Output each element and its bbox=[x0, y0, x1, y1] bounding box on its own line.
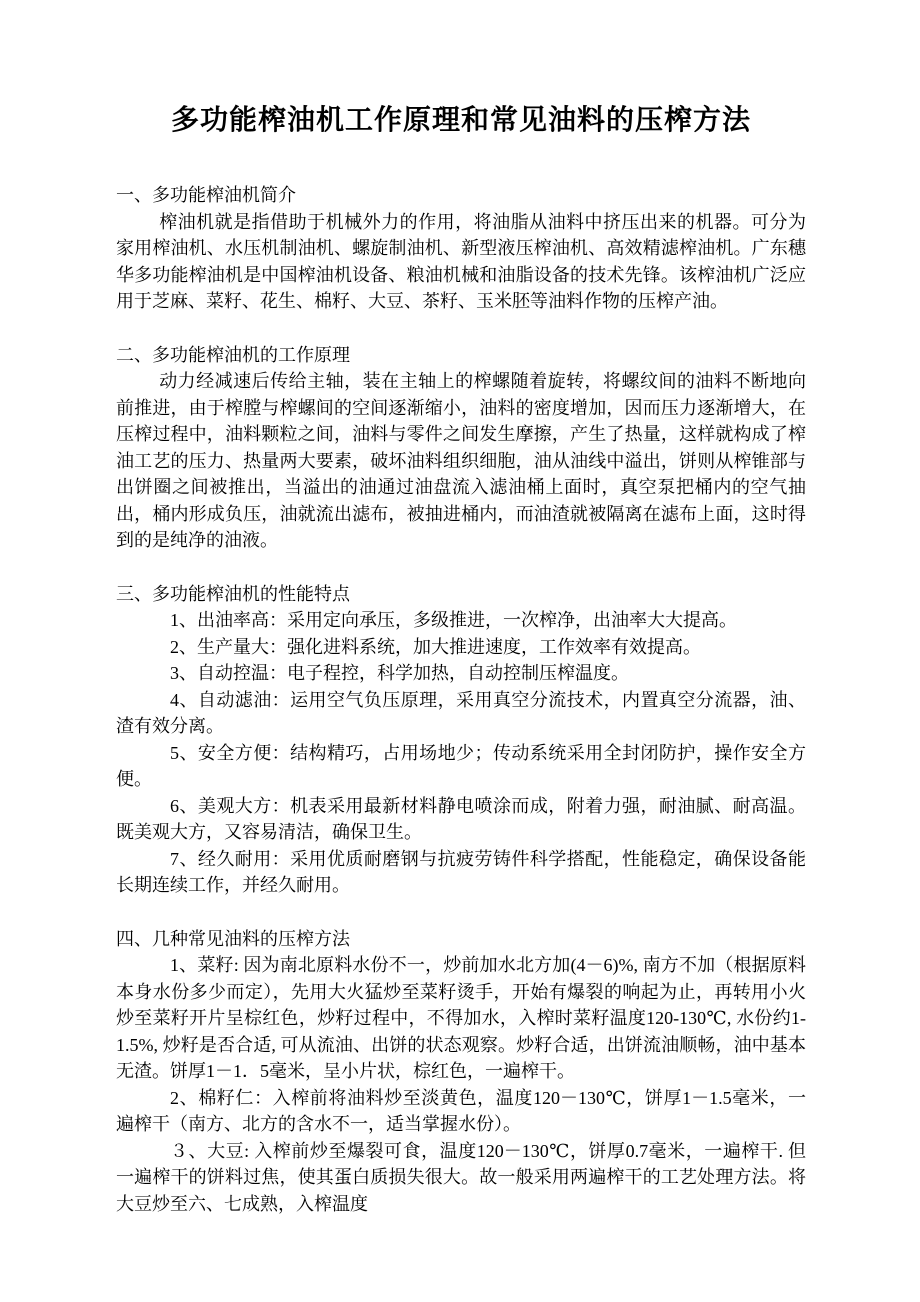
feature-item-2: 2、生产量大：强化进料系统，加大推进速度，工作效率有效提高。 bbox=[170, 636, 701, 657]
section-heading-3: 三、多功能榨油机的性能特点 bbox=[116, 583, 350, 604]
section-introduction bbox=[116, 182, 806, 315]
working-principle-paragraph: 动力经减速后传给主轴，装在主轴上的榨螺随着旋转，将螺纹间的油料不断地向前推进，由于榨膛与榨螺间的空间逐渐缩小，油料的密度增加，因而压力逐渐增大，在压榨过程中，油料颗粒之间，油料与零件之间发生摩擦，产生了热量，这样就构成了榨油工艺的压力、热量两大要素，破坏油料组织细胞，油从油线中溢出，饼则从榨锥部与出饼圈之间被推出，当溢出的油通过油盘流入滤油桶上面时，真空泵把桶内的空气抽出，桶内形成负压，油就流出滤布，被抽进桶内，而油渣就被隔离在滤布上面，这时得到的是纯净的油液。 bbox=[116, 371, 806, 550]
feature-item-1: 1、出油率高：采用定向承压，多级推进，一次榨净，出油率大大提高。 bbox=[170, 610, 737, 630]
section-heading-1: 一、多功能榨油机简介 bbox=[116, 185, 296, 205]
method-item-rapeseed: 1、菜籽: 因为南北原料水份不一，炒前加水北方加(4－6)%, 南方不加（根据原料本身水份多少而定），先用大火猛炒至菜籽烫手，开始有爆裂的响起为止，再转用小火炒至菜籽开片呈棕红色，炒籽过程中，不得加水，入榨时菜籽温度120-130℃, 水份约1-1.5%, 炒籽是否合适, 可从流油、出饼的状态观察。炒籽合适，出饼流油顺畅，油中基本无渣。饼厚1－1．5毫米，呈小片状，棕红色，一遍榨干。 bbox=[116, 955, 806, 1081]
section-performance-features bbox=[116, 581, 806, 899]
feature-item-6: 6、美观大方：机表采用最新材料静电喷涂而成，附着力强，耐油腻、耐高温。既美观大方，又容易清洁，确保卫生。 bbox=[116, 795, 806, 842]
section-working-principle bbox=[116, 342, 806, 554]
section-pressing-methods bbox=[116, 926, 806, 1218]
method-item-soybean: ３、大豆: 入榨前炒至爆裂可食，温度120－130℃，饼厚0.7毫米，一遍榨干. 但一遍榨干的饼料过焦，使其蛋白质损失很大。故一般采用两遍榨干的工艺处理方法。将大豆炒至六、七成熟，入榨温度 bbox=[116, 1140, 806, 1214]
document-title: 多功能榨油机工作原理和常见油料的压榨方法 bbox=[170, 105, 751, 136]
section-heading-4: 四、几种常见油料的压榨方法 bbox=[116, 928, 350, 949]
method-item-cottonseed: 2、棉籽仁：入榨前将油料炒至淡黄色，温度120－130℃，饼厚1－1.5毫米，一遍榨干（南方、北方的含水不一，适当掌握水份）。 bbox=[116, 1087, 806, 1134]
feature-item-3: 3、自动控温：电子程控，科学加热，自动控制压榨温度。 bbox=[170, 663, 629, 683]
feature-item-7: 7、经久耐用：采用优质耐磨钢与抗疲劳铸件科学搭配，性能稳定，确保设备能长期连续工作，并经久耐用。 bbox=[116, 848, 806, 895]
feature-item-4: 4、自动滤油：运用空气负压原理，采用真空分流技术，内置真空分流器，油、渣有效分离。 bbox=[116, 689, 806, 736]
feature-item-5: 5、安全方便：结构精巧，占用场地少；传动系统采用全封闭防护，操作安全方便。 bbox=[116, 742, 806, 789]
intro-paragraph: 榨油机就是指借助于机械外力的作用，将油脂从油料中挤压出来的机器。可分为家用榨油机、水压机制油机、螺旋制油机、新型液压榨油机、高效精滤榨油机。广东穗华多功能榨油机是中国榨油机设备、粮油机械和油脂设备的技术先锋。该榨油机广泛应用于芝麻、菜籽、花生、棉籽、大豆、茶籽、玉米胚等油料作物的压榨产油。 bbox=[116, 211, 806, 311]
section-heading-2: 二、多功能榨油机的工作原理 bbox=[116, 344, 350, 365]
